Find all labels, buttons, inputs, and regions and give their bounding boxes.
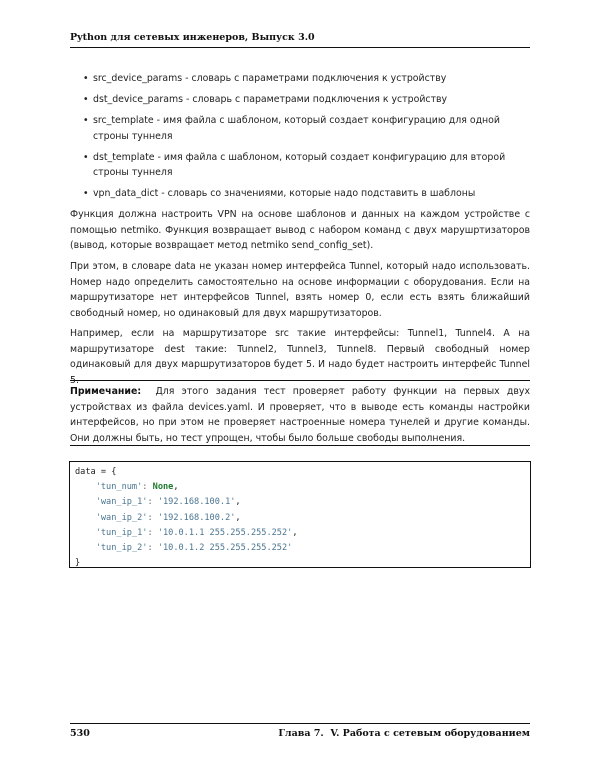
code-value: None: [152, 482, 174, 493]
paragraph: Например, если на маршрутизаторе src такие интерфейсы: Tunnel1, Tunnel4. А на маршрутизаторе dest такие: Tunnel2, Tunnel3, Tunnel8. Первый свободный номер одинаковый для двух маршрутизаторов будет 5. И надо будет настроить интерфейс Tunnel 5.: [70, 328, 530, 386]
note: [70, 384, 530, 446]
note-label: Примечание:: [70, 386, 142, 397]
code-line: data = {: [75, 467, 117, 477]
code-key: 'wan_ip_1': [95, 497, 148, 508]
code-line: }: [75, 558, 81, 569]
list-item: • dst_device_params - словарь с параметрами подключения к устройству: [70, 92, 530, 108]
parameter-list: [70, 71, 530, 207]
code-key: 'tun_ip_1': [95, 527, 148, 538]
code-block: data = { 'tun_num': None, 'wan_ip_1': '192.168.100.1', 'wan_ip_2': '192.168.100.2', 'tun_ip_1': '10.0.1.1 255.255.255.252', 'tun_ip_2': '10.0.1.2 255.255.255.252' }: [69, 461, 531, 568]
paragraph: Функция должна настроить VPN на основе шаблонов и данных на каждом устройстве с помощью netmiko. Функция возвращает вывод с набором команд с двух марушртизаторов (вывод, которые возвращает метод netmiko send_config_set).: [70, 209, 530, 251]
running-header: Python для сетевых инженеров, Выпуск 3.0: [70, 32, 315, 43]
paragraph: При этом, в словаре data не указан номер интерфейса Tunnel, который надо использовать. Номер надо определить самостоятельно на основе информации с оборудования. Если на маршрутизаторе нет интерфейсов Tunnel, взять номер 0, если есть взять ближайший свободный номер, но одинаковый для двух маршрутизаторов.: [70, 261, 530, 319]
code-key: 'tun_ip_2': [95, 543, 148, 554]
chapter-title: Глава 7. V. Работа с сетевым оборудованием: [278, 728, 530, 739]
code-sep: ,: [235, 497, 241, 508]
list-item: • src_device_params - словарь с параметрами подключения к устройству: [70, 71, 530, 87]
code-key: 'tun_num': [95, 482, 143, 493]
list-item: • src_template - имя файла с шаблоном, который создает конфигурацию для одной строны туннеля: [70, 113, 530, 144]
code-sep: ,: [235, 512, 241, 523]
code-sep: ,: [292, 527, 298, 538]
list-item: • vpn_data_dict - словарь со значениями, которые надо подставить в шаблоны: [70, 186, 530, 202]
code-value: '192.168.100.1': [157, 497, 236, 508]
code-key: 'wan_ip_2': [95, 512, 148, 523]
page-number: 530: [70, 728, 90, 739]
footer-rule: [70, 723, 530, 724]
note-rule: [70, 445, 530, 446]
code-value: '192.168.100.2': [157, 512, 236, 523]
code-sep: ,: [173, 482, 179, 493]
note-text: Для этого задания тест проверяет работу функции на первых двух устройствах из файла devices.yaml. И проверяет, что в выводе есть команды настройки интерфейсов, но при этом не проверяет настроенные номера тунелей и другие команды. Они должны быть, но тест упрощен, чтобы было больше свободы выполнения.: [70, 386, 530, 444]
list-item: • dst_template - имя файла с шаблоном, который создает конфигурацию для второй строны туннеля: [70, 150, 530, 181]
code-value: '10.0.1.1 255.255.255.252': [157, 527, 293, 538]
header-rule: [70, 47, 530, 48]
note-rule: [70, 380, 530, 381]
code-value: '10.0.1.2 255.255.255.252': [157, 543, 293, 554]
